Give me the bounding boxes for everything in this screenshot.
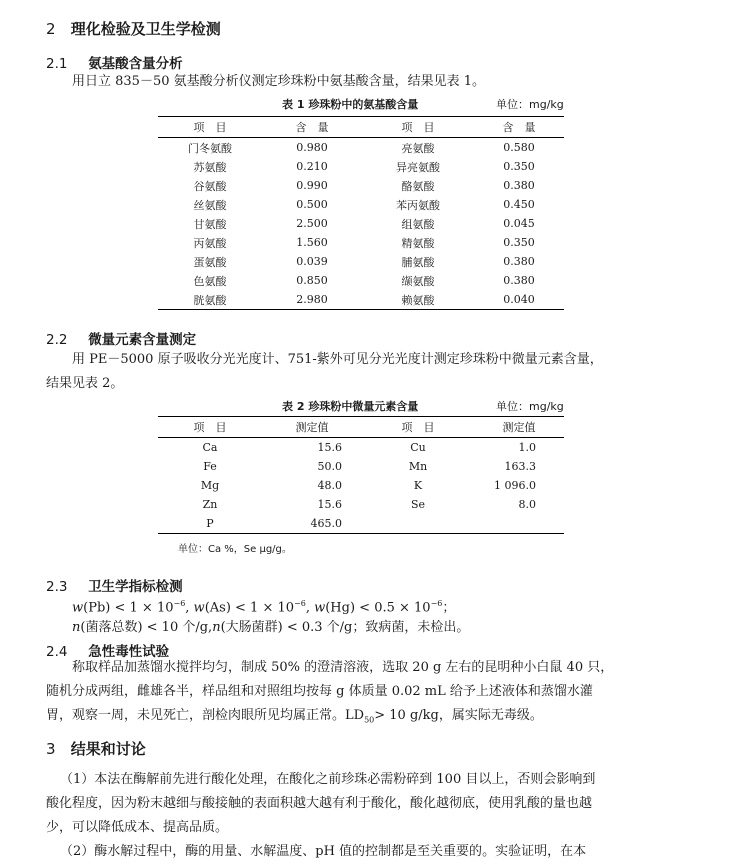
table-header-cell: 项 目 (362, 417, 474, 438)
table-row (158, 176, 564, 195)
table2-caption: 表 2 珍珠粉中微量元素含量 (282, 400, 419, 413)
table-row (158, 233, 564, 252)
table-header-cell: 测定值 (262, 417, 362, 438)
table-row (158, 290, 564, 310)
table-header-cell: 测定值 (474, 417, 564, 438)
table-header-row (158, 417, 564, 438)
table-cell: 色氨酸 (193, 274, 227, 288)
formula-part: (大肠菌群) < 0.3 个/g；致病菌，未检出。 (220, 620, 470, 635)
subsection-title: 急性毒性试验 (88, 644, 170, 660)
table-row (158, 476, 564, 495)
subsection-title: 微量元素含量测定 (88, 332, 197, 348)
table-cell: 0.990 (296, 179, 328, 192)
section-number: 3 (46, 740, 56, 758)
table-cell: Ca (202, 441, 218, 454)
formula-part: (Hg) < 0.5 × 10 (325, 600, 431, 616)
section-heading (46, 18, 221, 39)
table-cell: 15.6 (317, 441, 342, 454)
table-cell: 胱氨酸 (158, 290, 262, 310)
table-cell: 精氨酸 (401, 236, 435, 250)
table-cell: 组氨酸 (401, 217, 435, 231)
table-cell: Mn (408, 460, 428, 473)
table-cell: 赖氨酸 (362, 290, 474, 310)
table-cell: 苯丙氨酸 (396, 198, 440, 212)
table-cell: 0.500 (296, 198, 328, 211)
paragraph-text: > 10 g/kg，属实际无毒级。 (374, 708, 543, 723)
formula-part: (Pb) < 1 × 10 (83, 600, 174, 616)
exponent: −6 (430, 599, 443, 608)
formula-line: $w(Pb) < 1 \times 10^{-6}$, $w(As) < 1 \times 10^{-6}$, $w(Hg) < 0.5 \times 10^{-6}$； (72, 599, 456, 616)
table-cell: 蛋氨酸 (193, 255, 227, 269)
subscript: 50 (364, 715, 375, 725)
subsection-number: 2.3 (46, 579, 68, 595)
exponent: −6 (294, 599, 306, 608)
table-cell: 丝氨酸 (193, 198, 227, 212)
table2-note: 单位：Ca %，Se μg/g。 (178, 544, 292, 555)
table-cell: 1.0 (518, 441, 536, 454)
table-row (158, 438, 564, 458)
formula-part: (菌落总数) < 10 个/g, (80, 620, 213, 635)
table-cell: 丙氨酸 (193, 236, 227, 250)
table-header-cell: 项 目 (158, 117, 262, 138)
table-cell: 8.0 (518, 498, 536, 511)
table1-caption: 表 1 珍珠粉中的氨基酸含量 (282, 98, 419, 111)
subsection-number: 2.2 (46, 332, 68, 348)
formula-part: (As) < 1 × 10 (204, 600, 295, 616)
table-cell: 0.210 (296, 160, 328, 173)
table-cell: 0.580 (503, 141, 535, 154)
table-cell: 0.380 (503, 255, 535, 268)
table-cell: Cu (410, 441, 426, 454)
section-title: 结果和讨论 (70, 740, 146, 758)
paragraph-line: 随机分成两组，雌雄各半，样品组和对照组均按每 g 体质量 0.02 mL 给予上述液体和蒸馏水灌 (46, 684, 593, 699)
subsection-heading (46, 328, 196, 348)
paragraph-line: 用 PE－5000 原子吸收分光光度计、751-紫外可见分光光度计测定珍珠粉中微量元素含量， (72, 352, 603, 367)
table-header-cell: 项 目 (158, 417, 262, 438)
table-cell: 门冬氨酸 (188, 141, 232, 155)
table-cell: K (413, 479, 423, 492)
table-cell: 0.039 (296, 255, 328, 268)
paragraph-line: 酸化程度，因为粉末越细与酸接触的表面积越大越有利于酸化，酸化越彻底，使用乳酸的量也越 (46, 796, 593, 811)
table-cell: 0.040 (474, 290, 564, 310)
table-cell (362, 514, 474, 534)
table-cell: Mg (200, 479, 220, 492)
paragraph-line: 称取样品加蒸馏水搅拌均匀，制成 50% 的澄清溶液，选取 20 g 左右的昆明种小白鼠 40 只， (72, 660, 614, 675)
table-cell: 苏氨酸 (193, 160, 227, 174)
table-cell: 脯氨酸 (401, 255, 435, 269)
section-heading (46, 738, 146, 759)
table-cell (474, 514, 564, 534)
table-cell: Se (410, 498, 426, 511)
table-row (158, 271, 564, 290)
table-cell: 0.980 (296, 141, 328, 154)
table-cell: 0.350 (503, 236, 535, 249)
paragraph-line: 少，可以降低成本、提高品质。 (46, 820, 229, 835)
table-cell: 酪氨酸 (401, 179, 435, 193)
table-cell: 0.380 (503, 179, 535, 192)
table-cell: 甘氨酸 (193, 217, 227, 231)
paragraph-line: （1）本法在酶解前先进行酸化处理，在酸化之前珍珠必需粉碎到 100 目以上，否则会影响到 (60, 772, 596, 787)
subsection-number: 2.4 (46, 644, 68, 660)
table-cell: 异亮氨酸 (396, 160, 440, 174)
formula-end: ； (442, 600, 456, 616)
table-cell: 1 096.0 (494, 479, 536, 492)
table-header-cell: 项 目 (362, 117, 474, 138)
table-cell: 0.450 (503, 198, 535, 211)
paragraph-line: （2）酶水解过程中，酶的用量、水解温度、pH 值的控制都是至关重要的。实验证明，在本 (60, 844, 587, 859)
exponent: −6 (173, 599, 186, 608)
table-cell: 465.0 (262, 514, 362, 534)
table-row (158, 495, 564, 514)
table-cell: 0.850 (296, 274, 328, 287)
subsection-heading (46, 52, 183, 72)
table-cell: 2.980 (262, 290, 362, 310)
table-cell: 1.560 (296, 236, 328, 249)
table-row (158, 514, 564, 534)
table-header-cell: 含 量 (262, 117, 362, 138)
table-row (158, 252, 564, 271)
table-cell: 0.350 (503, 160, 535, 173)
table1-unit: 单位：mg/kg (496, 98, 564, 111)
table-header-row (158, 117, 564, 138)
table-cell: 亮氨酸 (401, 141, 435, 155)
table-cell: Zn (202, 498, 218, 511)
section-number: 2 (46, 20, 56, 38)
table-row (158, 138, 564, 158)
table-row (158, 195, 564, 214)
table-cell: 48.0 (317, 479, 342, 492)
table-cell: 15.6 (317, 498, 342, 511)
table-row (158, 157, 564, 176)
paragraph-line: 结果见表 2。 (46, 376, 124, 391)
paragraph-line (46, 704, 543, 733)
table-cell: 0.045 (503, 217, 535, 230)
paragraph: 用日立 835－50 氨基酸分析仪测定珍珠粉中氨基酸含量，结果见表 1。 (72, 74, 486, 89)
subsection-title: 卫生学指标检测 (88, 579, 183, 595)
section-title: 理化检验及卫生学检测 (70, 20, 221, 38)
subsection-title: 氨基酸含量分析 (88, 56, 183, 72)
table-header-cell: 含 量 (474, 117, 564, 138)
paragraph-text: 胃，观察一周，未见死亡，剖检肉眼所见均属正常。LD (46, 708, 365, 723)
formula-line: n(菌落总数) < 10 个/g,n(大肠菌群) < 0.3 个/g；致病菌，未检出。 (72, 620, 470, 635)
table-cell: 50.0 (317, 460, 342, 473)
table-cell: 163.3 (504, 460, 536, 473)
table-row (158, 457, 564, 476)
table-cell: Fe (203, 460, 217, 473)
table-cell: P (158, 514, 262, 534)
table-cell: 缬氨酸 (401, 274, 435, 288)
table2-unit: 单位：mg/kg (496, 400, 564, 413)
table-row (158, 214, 564, 233)
table-cell: 2.500 (296, 217, 328, 230)
table-cell: 谷氨酸 (193, 179, 227, 193)
table2 (158, 416, 564, 534)
table1 (158, 116, 564, 310)
table-cell: 0.380 (503, 274, 535, 287)
subsection-number: 2.1 (46, 56, 68, 72)
